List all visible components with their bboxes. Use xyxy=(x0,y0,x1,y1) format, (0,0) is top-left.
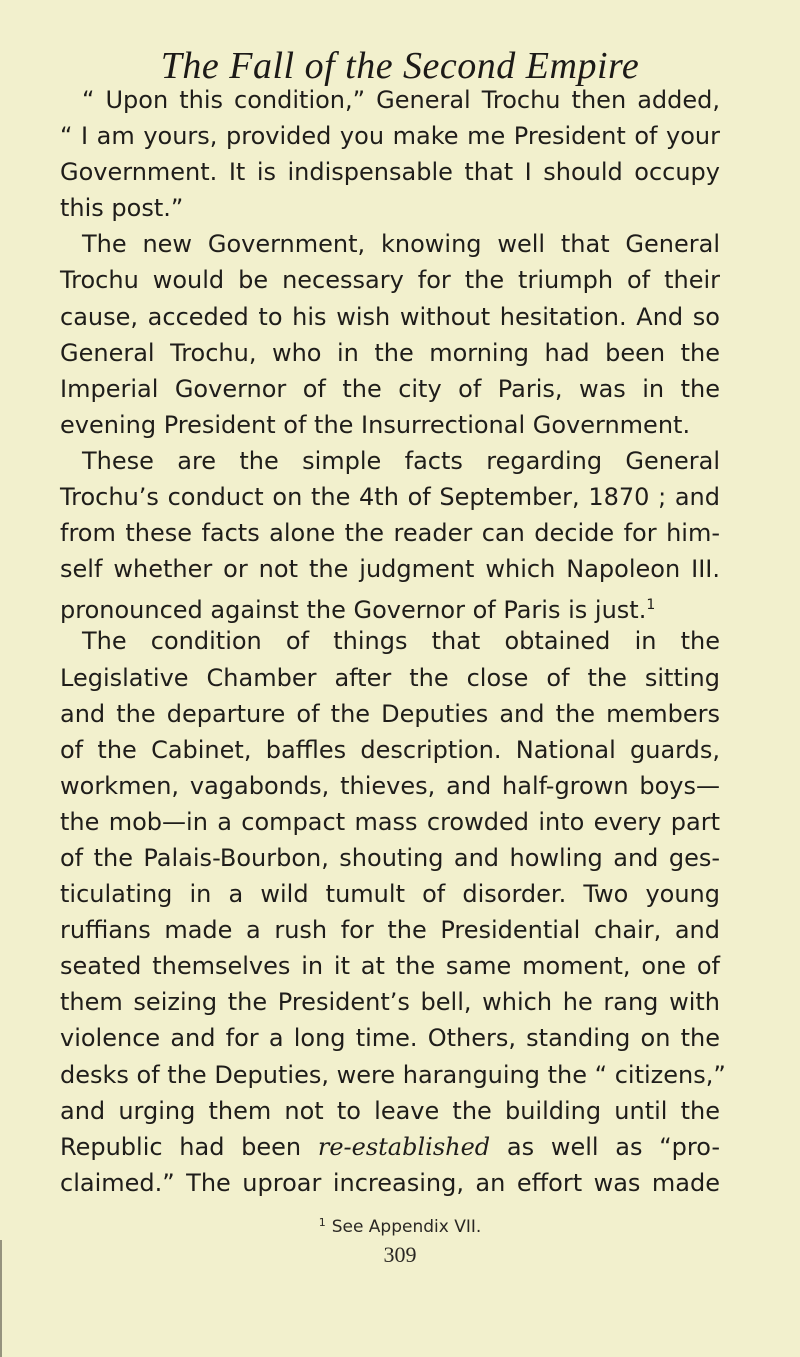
text-line: ruffians made a rush for the Presidential chair, and xyxy=(60,916,720,945)
text-line: workmen, vagabonds, thieves, and half-grown boys— xyxy=(60,771,720,800)
text-line: “ Upon this condition,” General Trochu then added, xyxy=(82,86,720,114)
text-line: and the departure of the Deputies and the members xyxy=(60,699,720,728)
text-line: cause, acceded to his wish without hesitation. And so xyxy=(60,302,720,331)
text-line: Imperial Governor of the city of Paris, was in the xyxy=(60,374,720,403)
text-line-content: pronounced against the Governor of Paris is just. xyxy=(60,596,647,625)
text-line: The condition of things that obtained in the xyxy=(82,627,720,656)
text-line: the mob—in a compact mass crowded into every part xyxy=(60,807,720,836)
text-line-content: Republic had been xyxy=(60,1132,318,1161)
text-line: self whether or not the judgment which Napoleon III. xyxy=(60,555,720,584)
text-line: ticulating in a wild tumult of disorder. Two young xyxy=(60,880,720,909)
text-line: them seizing the President’s bell, which he rang with xyxy=(60,988,720,1017)
text-line: from these facts alone the reader can decide for him- xyxy=(60,519,720,548)
text-line: seated themselves in it at the same moment, one of xyxy=(60,952,720,981)
text-line: desks of the Deputies, were haranguing the “ citizens,” xyxy=(60,1060,726,1089)
page-number: 309 xyxy=(383,1242,417,1267)
text-line-content: as well as “pro- xyxy=(490,1132,720,1161)
footnote-text: See Appendix VII. xyxy=(331,1217,482,1237)
text-line: “ I am yours, provided you make me President of your xyxy=(60,122,720,151)
text-line: Government. It is indispensable that I should occupy xyxy=(60,158,720,187)
text-line: evening President of the Insurrectional Government. xyxy=(60,410,691,439)
text-line: Trochu’s conduct on the 4th of September, 1870 ; and xyxy=(60,483,720,512)
text-line: Trochu would be necessary for the triumph of their xyxy=(60,266,720,295)
footnote xyxy=(0,1216,800,1237)
body-text xyxy=(60,82,726,1201)
text-line: These are the simple facts regarding General xyxy=(82,446,720,475)
running-head: The Fall of the Second Empire xyxy=(160,45,640,87)
text-line: this post.” xyxy=(60,194,184,223)
text-line: of the Palais-Bourbon, shouting and howling and ges- xyxy=(60,843,720,872)
text-line xyxy=(60,587,720,623)
italic-phrase: re-established xyxy=(317,1132,491,1161)
footnote-reference: 1 xyxy=(646,597,656,614)
text-line: Legislative Chamber after the close of the sitting xyxy=(60,663,720,692)
text-line: of the Cabinet, baffles description. National guards, xyxy=(60,735,720,764)
text-line: General Trochu, who in the morning had been the xyxy=(60,338,720,367)
text-line: The new Government, knowing well that General xyxy=(82,230,720,259)
text-line: claimed.” The uproar increasing, an effort was made xyxy=(60,1168,720,1197)
page-edge-mark xyxy=(0,1240,2,1357)
text-line: violence and for a long time. Others, standing on the xyxy=(60,1024,720,1053)
footnote-marker: 1 xyxy=(318,1216,326,1229)
text-line xyxy=(60,1129,720,1165)
text-line: and urging them not to leave the building until the xyxy=(60,1096,720,1125)
